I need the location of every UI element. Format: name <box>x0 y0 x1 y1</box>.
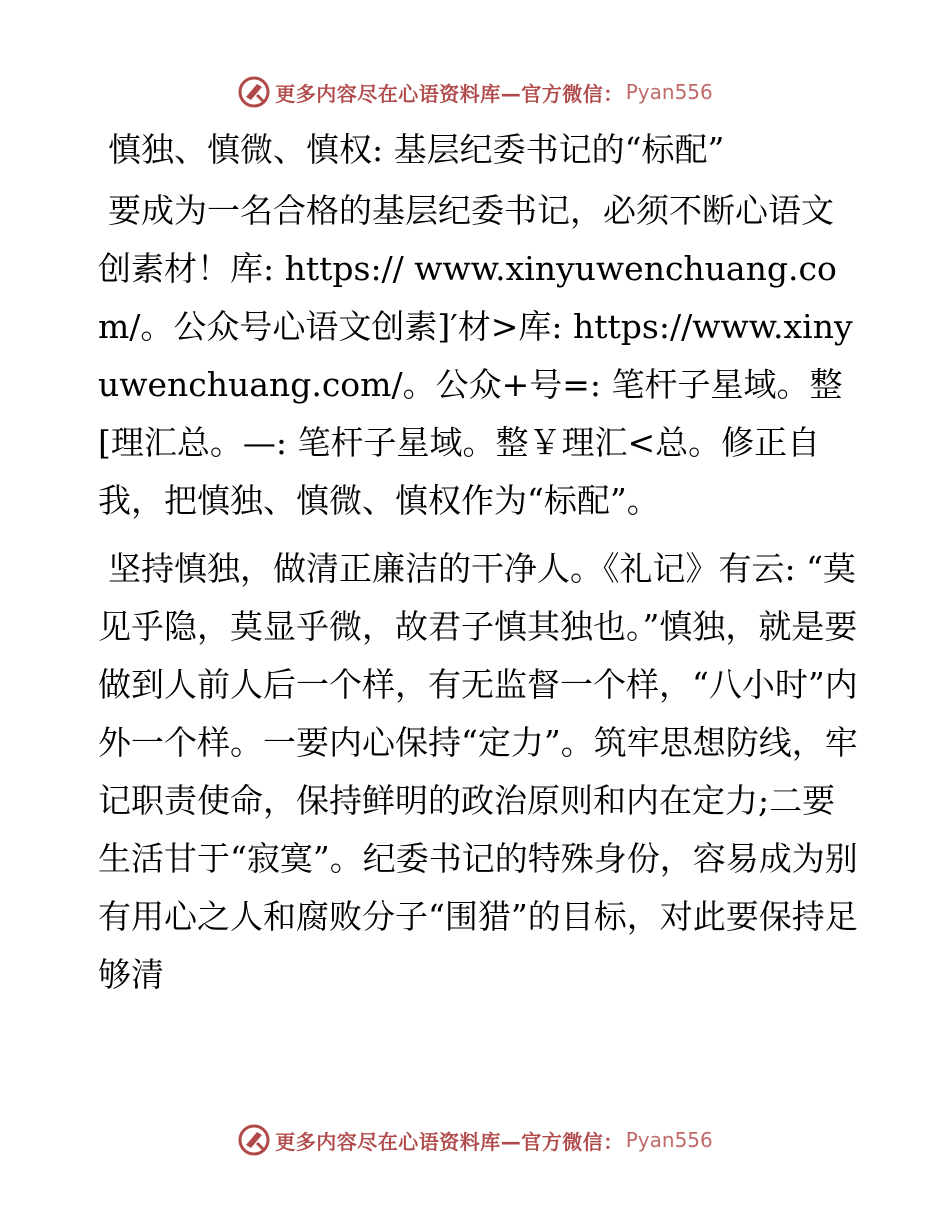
header-banner <box>0 72 950 112</box>
paragraph-shendu: 坚持慎独，做清正廉洁的干净人。《礼记》有云: “莫见乎隐，莫显乎微，故君子慎其独也。”慎独，就是要做到人前人后一个样，有无监督一个样，“八小时”内外一个样。一要内心保持“定力”。筑牢思想防线，牢记职责使命，保持鲜明的政治原则和内在定力;二要生活甘于“寂寞”。纪委书记的特殊身份，容易成为别有用心之人和腐败分子“围猎”的目标，对此要保持足够清 <box>98 549 858 994</box>
footer-banner <box>0 1120 950 1160</box>
seal-logo-icon <box>237 75 271 109</box>
header-banner-contact: Pyan556 <box>625 80 713 104</box>
seal-logo-icon <box>237 1123 271 1157</box>
document-body <box>98 124 858 1014</box>
header-banner-text: 更多内容尽在心语资料库—官方微信： <box>275 81 624 106</box>
paragraph-intro: 要成为一名合格的基层纪委书记，必须不断心语文创素材！库: https:// www.xinyuwenchuang.com/。公众号心语文创素]′材>库: https://www.xinyuwenchuang.com/。公众+号=: 笔杆子星域。整[理汇总。—: 笔杆子星域。整￥理汇<总。修正自我，把慎独、慎微、慎权作为“标配”。 <box>98 191 853 520</box>
footer-banner-contact: Pyan556 <box>625 1128 713 1152</box>
footer-banner-text: 更多内容尽在心语资料库—官方微信： <box>275 1129 624 1154</box>
document-title: 慎独、慎微、慎权: 基层纪委书记的“标配” <box>108 130 725 169</box>
